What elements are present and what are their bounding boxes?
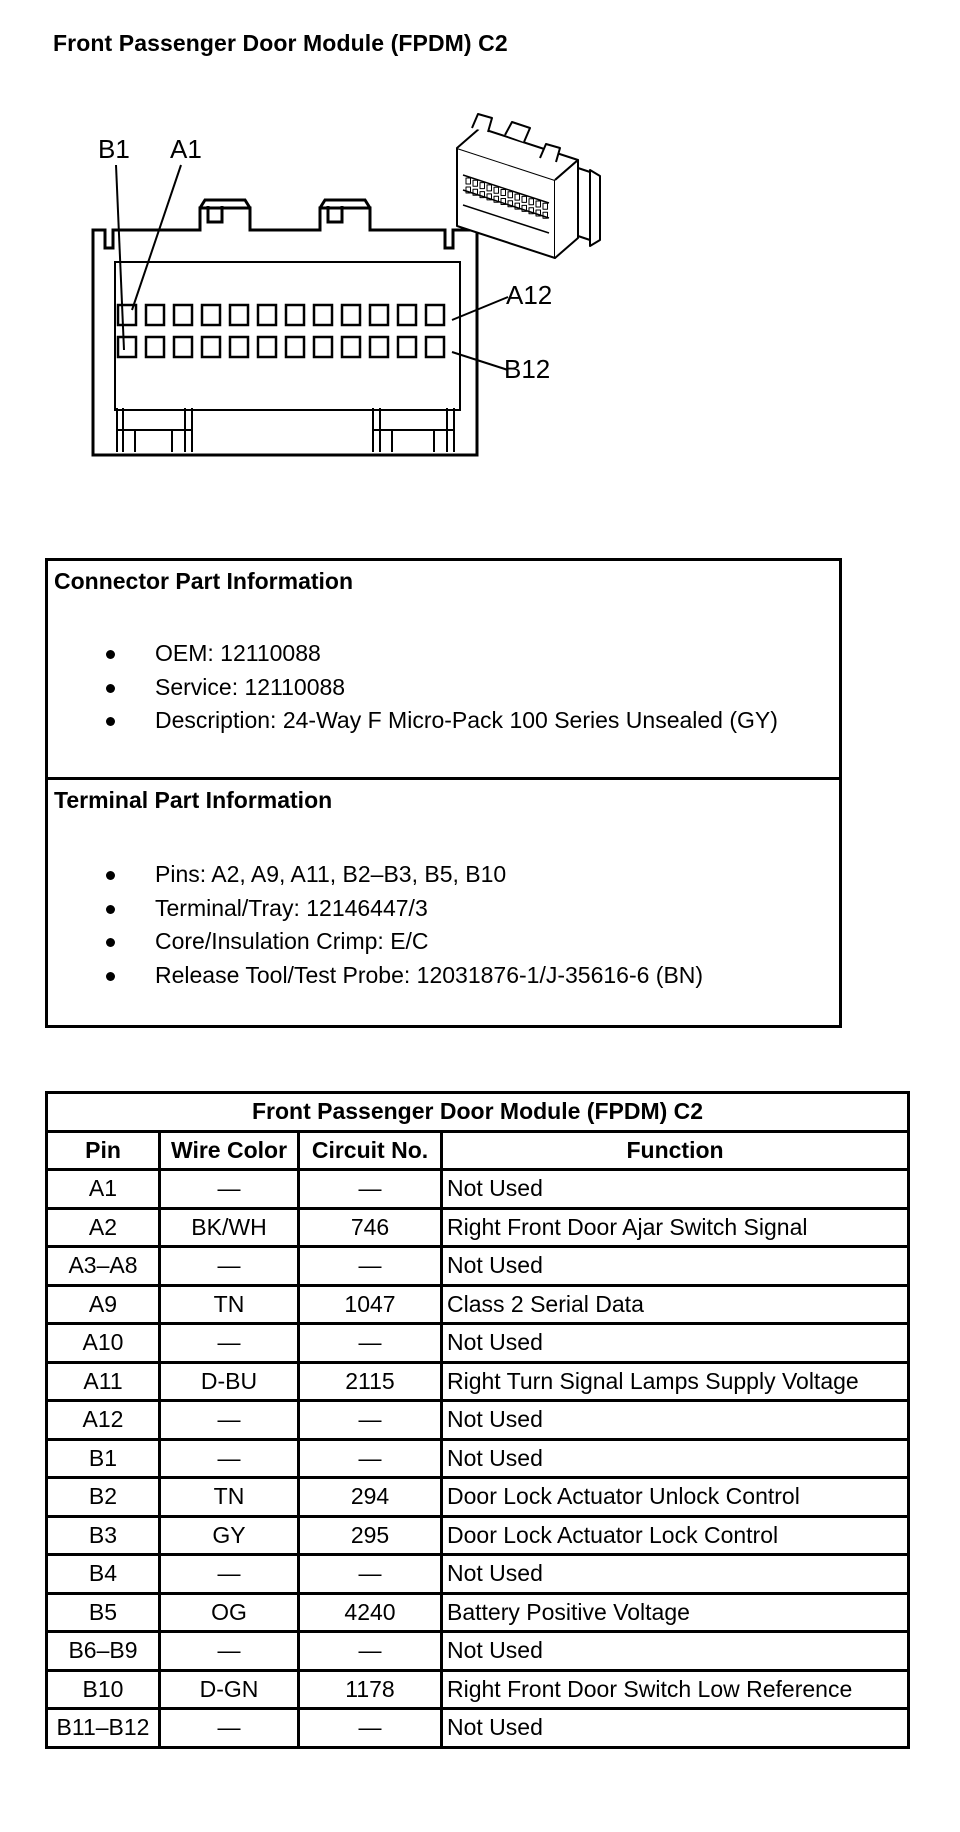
- list-item: Release Tool/Test Probe: 12031876-1/J-35616-6 (BN): [48, 959, 703, 993]
- table-row: [47, 1593, 909, 1632]
- function-cell: Class 2 Serial Data: [442, 1285, 909, 1324]
- connector-info-heading: Connector Part Information: [54, 568, 354, 594]
- pin-cavity: [426, 337, 444, 357]
- list-item: Core/Insulation Crimp: E/C: [48, 925, 703, 959]
- pin-cavity: [202, 337, 220, 357]
- function-cell: Not Used: [442, 1632, 909, 1671]
- pin-cavity: [146, 305, 164, 325]
- function-cell: Not Used: [442, 1439, 909, 1478]
- circuit-cell: 294: [299, 1478, 442, 1517]
- pin-cavity: [314, 337, 332, 357]
- pin-cavity: [286, 337, 304, 357]
- circuit-cell: 4240: [299, 1593, 442, 1632]
- pin-cavity: [370, 305, 388, 325]
- table-row: [47, 1555, 909, 1594]
- wire-color-cell: —: [160, 1247, 299, 1286]
- bullet-icon: [106, 972, 115, 981]
- wire-color-cell: —: [160, 1401, 299, 1440]
- function-cell: Not Used: [442, 1555, 909, 1594]
- pin-cell: B1: [47, 1439, 160, 1478]
- list-item: OEM: 12110088: [48, 637, 778, 671]
- column-header-pin: Pin: [47, 1131, 160, 1170]
- list-item: Service: 12110088: [48, 671, 778, 705]
- bullet-icon: [106, 717, 115, 726]
- table-row: [47, 1632, 909, 1671]
- circuit-cell: 295: [299, 1516, 442, 1555]
- wire-color-cell: GY: [160, 1516, 299, 1555]
- circuit-cell: 1047: [299, 1285, 442, 1324]
- wire-color-cell: BK/WH: [160, 1208, 299, 1247]
- pin-cavity: [342, 337, 360, 357]
- connector-face-outline: [93, 200, 477, 455]
- wire-color-cell: TN: [160, 1285, 299, 1324]
- function-cell: Door Lock Actuator Lock Control: [442, 1516, 909, 1555]
- pin-cavity: [202, 305, 220, 325]
- table-row: [47, 1516, 909, 1555]
- pin-cell: A10: [47, 1324, 160, 1363]
- pin-cavity: [118, 337, 136, 357]
- function-cell: Not Used: [442, 1401, 909, 1440]
- pin-cell: B6–B9: [47, 1632, 160, 1671]
- table-row: [47, 1170, 909, 1209]
- function-cell: Door Lock Actuator Unlock Control: [442, 1478, 909, 1517]
- function-cell: Battery Positive Voltage: [442, 1593, 909, 1632]
- pin-table: [45, 1091, 910, 1749]
- part-information-box: [45, 558, 842, 1028]
- pin-cell: B10: [47, 1670, 160, 1709]
- function-cell: Right Front Door Ajar Switch Signal: [442, 1208, 909, 1247]
- table-row: [47, 1670, 909, 1709]
- table-row: [47, 1208, 909, 1247]
- pin-cell: B3: [47, 1516, 160, 1555]
- pin-cavities: [118, 305, 444, 357]
- label-b1: B1: [98, 134, 130, 164]
- connector-diagram: [0, 0, 960, 480]
- bullet-icon: [106, 684, 115, 693]
- label-b12: B12: [504, 354, 551, 384]
- connector-part-information: [48, 561, 839, 780]
- pin-cell: B5: [47, 1593, 160, 1632]
- table-header-row: [47, 1131, 909, 1170]
- circuit-cell: —: [299, 1170, 442, 1209]
- wire-color-cell: TN: [160, 1478, 299, 1517]
- pin-cell: B2: [47, 1478, 160, 1517]
- pin-cell: B11–B12: [47, 1709, 160, 1748]
- table-row: [47, 1709, 909, 1748]
- function-cell: Right Turn Signal Lamps Supply Voltage: [442, 1362, 909, 1401]
- pin-cavity: [230, 337, 248, 357]
- pin-cell: A2: [47, 1208, 160, 1247]
- wire-color-cell: —: [160, 1439, 299, 1478]
- pin-cavity: [370, 337, 388, 357]
- pin-cavity: [286, 305, 304, 325]
- wire-color-cell: D-GN: [160, 1670, 299, 1709]
- circuit-cell: —: [299, 1324, 442, 1363]
- pin-cavity: [258, 305, 276, 325]
- wire-color-cell: —: [160, 1324, 299, 1363]
- function-cell: Not Used: [442, 1247, 909, 1286]
- table-row: [47, 1362, 909, 1401]
- terminal-part-information: [48, 780, 839, 1025]
- wire-color-cell: OG: [160, 1593, 299, 1632]
- label-a12: A12: [506, 280, 553, 310]
- connector-info-list: [48, 637, 778, 738]
- list-item: Description: 24-Way F Micro-Pack 100 Series Unsealed (GY): [48, 704, 778, 738]
- pin-cavity: [230, 305, 248, 325]
- circuit-cell: 746: [299, 1208, 442, 1247]
- circuit-cell: —: [299, 1632, 442, 1671]
- terminal-info-heading: Terminal Part Information: [54, 787, 333, 813]
- pin-cavity: [146, 337, 164, 357]
- wire-color-cell: —: [160, 1709, 299, 1748]
- pin-cell: A1: [47, 1170, 160, 1209]
- circuit-cell: 1178: [299, 1670, 442, 1709]
- column-header-circuit-no: Circuit No.: [299, 1131, 442, 1170]
- table-row: [47, 1247, 909, 1286]
- bullet-icon: [106, 650, 115, 659]
- function-cell: Not Used: [442, 1170, 909, 1209]
- table-caption-row: [47, 1093, 909, 1132]
- bullet-icon: [106, 905, 115, 914]
- pin-cell: B4: [47, 1555, 160, 1594]
- pin-cavity: [314, 305, 332, 325]
- pin-cell: A9: [47, 1285, 160, 1324]
- table-row: [47, 1324, 909, 1363]
- circuit-cell: —: [299, 1401, 442, 1440]
- function-cell: Right Front Door Switch Low Reference: [442, 1670, 909, 1709]
- circuit-cell: —: [299, 1439, 442, 1478]
- wire-color-cell: D-BU: [160, 1362, 299, 1401]
- wire-color-cell: —: [160, 1170, 299, 1209]
- pin-table-body: [47, 1170, 909, 1748]
- table-row: [47, 1285, 909, 1324]
- pin-cavity: [258, 337, 276, 357]
- table-row: [47, 1478, 909, 1517]
- wire-color-cell: —: [160, 1555, 299, 1594]
- table-row: [47, 1401, 909, 1440]
- table-caption: Front Passenger Door Module (FPDM) C2: [47, 1093, 909, 1132]
- pin-cell: A11: [47, 1362, 160, 1401]
- pin-cavity: [426, 305, 444, 325]
- function-cell: Not Used: [442, 1709, 909, 1748]
- label-a1: A1: [170, 134, 202, 164]
- pin-cavity: [174, 337, 192, 357]
- circuit-cell: —: [299, 1247, 442, 1286]
- bullet-icon: [106, 938, 115, 947]
- column-header-wire-color: Wire Color: [160, 1131, 299, 1170]
- pin-cavity: [342, 305, 360, 325]
- column-header-function: Function: [442, 1131, 909, 1170]
- wire-color-cell: —: [160, 1632, 299, 1671]
- pin-cell: A12: [47, 1401, 160, 1440]
- circuit-cell: —: [299, 1555, 442, 1594]
- page-title: Front Passenger Door Module (FPDM) C2: [53, 30, 508, 56]
- circuit-cell: —: [299, 1709, 442, 1748]
- bullet-icon: [106, 871, 115, 880]
- list-item: Pins: A2, A9, A11, B2–B3, B5, B10: [48, 858, 703, 892]
- pin-cavity: [174, 305, 192, 325]
- pin-cavity: [398, 337, 416, 357]
- list-item: Terminal/Tray: 12146447/3: [48, 892, 703, 926]
- pin-cell: A3–A8: [47, 1247, 160, 1286]
- function-cell: Not Used: [442, 1324, 909, 1363]
- circuit-cell: 2115: [299, 1362, 442, 1401]
- terminal-info-list: [48, 858, 703, 992]
- table-row: [47, 1439, 909, 1478]
- pin-cavity: [398, 305, 416, 325]
